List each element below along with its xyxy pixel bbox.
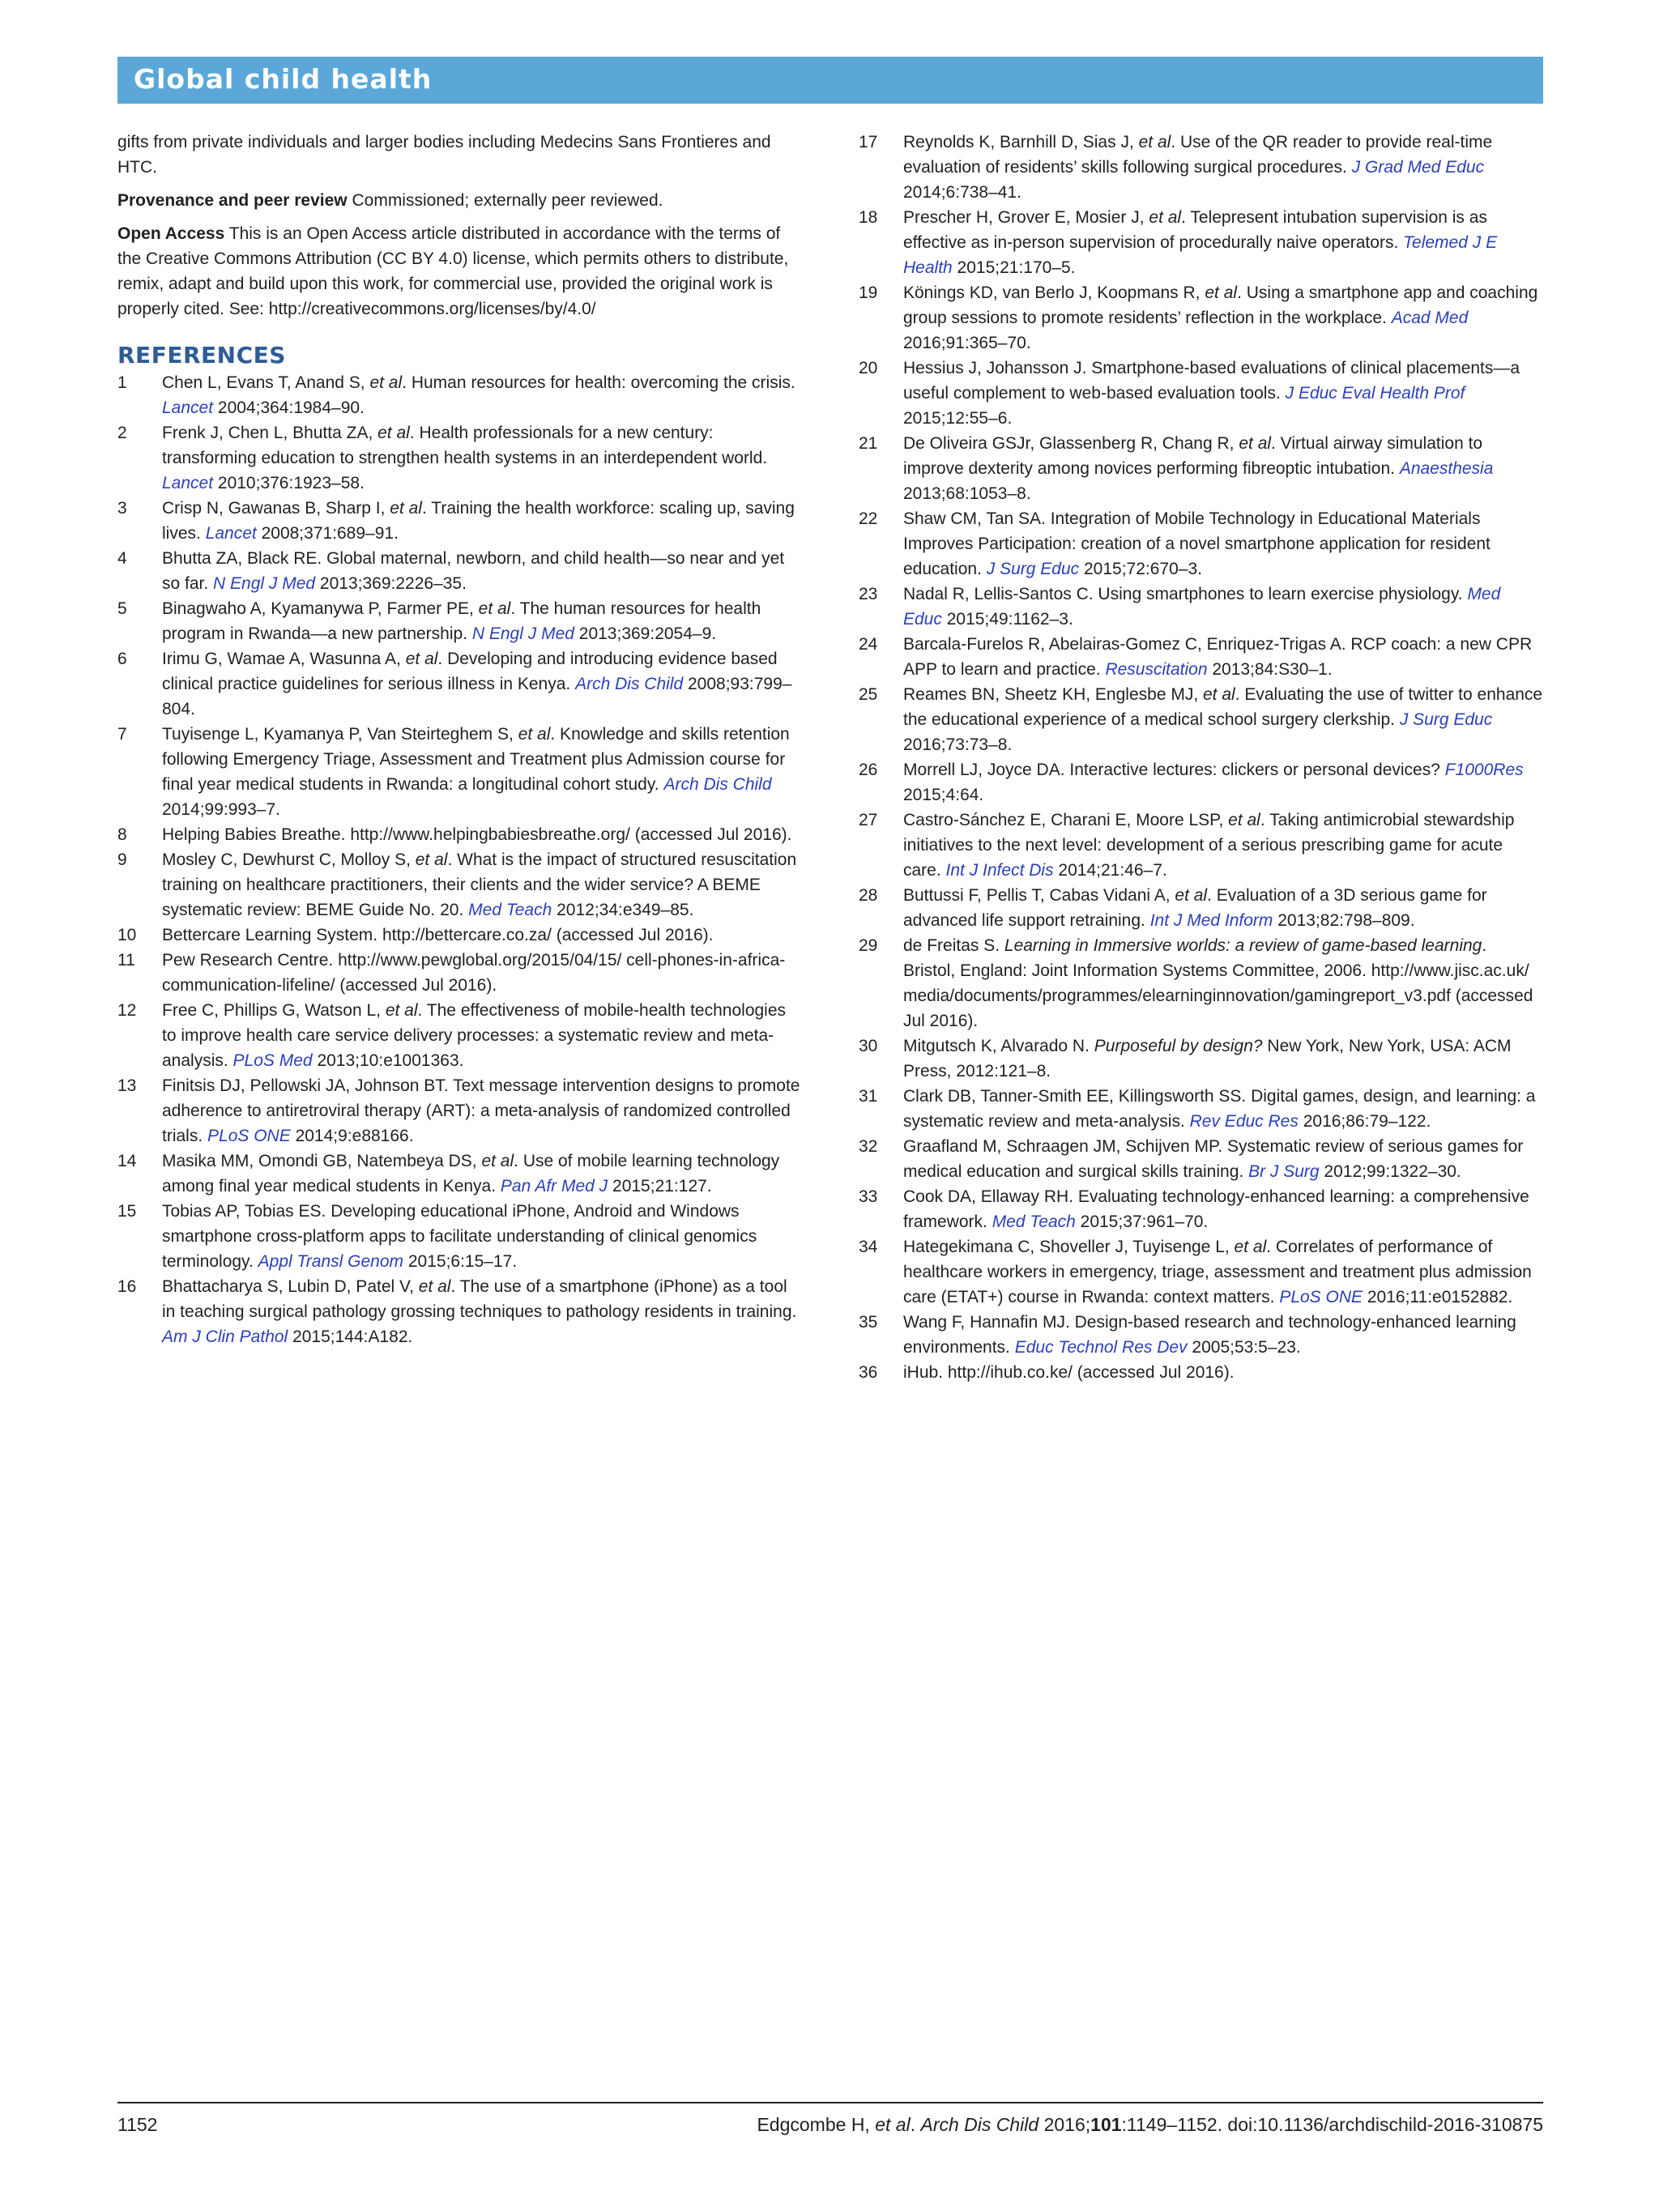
reference-text: et al <box>385 1001 418 1020</box>
reference-text: 2012;34:e349–85. <box>552 901 694 919</box>
reference-text: de Freitas S. <box>903 936 1004 955</box>
reference-text: 2013;369:2054–9. <box>574 624 717 643</box>
reference-text: Reynolds K, Barnhill D, Sias J, <box>903 133 1139 151</box>
reference-number: 19 <box>859 283 878 302</box>
reference-text: :1149–1152. doi:10.1136/archdischild-2016-310875 <box>1121 2114 1543 2135</box>
reference-item <box>859 757 1543 808</box>
references-list-left <box>117 370 802 1349</box>
reference-text: 2016;73:73–8. <box>903 735 1013 754</box>
reference-number: 13 <box>117 1076 137 1095</box>
reference-text: Nadal R, Lellis-Santos C. Using smartphones to learn exercise physiology. <box>903 585 1468 603</box>
reference-text: . What is the impact of structured resuscitation training on healthcare practitioners, their clients and the wider service? A BEME systematic review: BEME Guide No. 20. <box>162 850 797 919</box>
reference-text: 2008;371:689–91. <box>256 524 399 543</box>
reference-text: . Use of the QR reader to provide real-time evaluation of residents’ skills following surgical procedures. <box>903 133 1493 177</box>
provenance-text: Commissioned; externally peer reviewed. <box>347 191 663 210</box>
open-access-label: Open Access <box>117 224 225 243</box>
open-access-text: This is an Open Access article distributed in accordance with the terms of the Creative Commons Attribution (CC BY 4.0) license, which permits others to distribute, remix, adapt and build upon this work, for commercial use, provided the original work is properly cited. See: http://creativecommons.org/licenses/by/4.0/ <box>117 224 789 318</box>
reference-text: et al <box>1203 685 1235 704</box>
reference-number: 12 <box>117 1001 137 1020</box>
reference-item <box>117 1274 802 1349</box>
reference-text: 2015;144:A182. <box>288 1328 413 1346</box>
reference-text: 2013;82:798–809. <box>1273 911 1415 930</box>
reference-text: et al <box>369 373 403 392</box>
journal-link[interactable]: Int J Infect Dis <box>945 861 1054 880</box>
reference-item <box>859 1360 1543 1385</box>
reference-text: 2013;68:1053–8. <box>903 484 1031 503</box>
reference-text: 2008;93:799–804. <box>162 675 792 718</box>
reference-text: et al <box>1149 208 1182 227</box>
reference-text: . The human resources for health program in Rwanda—a new partnership. <box>162 599 761 643</box>
journal-link[interactable]: Lancet <box>205 524 257 543</box>
reference-number: 35 <box>859 1313 878 1332</box>
reference-text: 2015;6:15–17. <box>403 1252 518 1271</box>
reference-text: et al <box>415 850 448 869</box>
reference-number: 16 <box>117 1277 137 1296</box>
reference-number: 27 <box>859 811 878 829</box>
reference-text: . The effectiveness of mobile-health technologies to improve health care service delivery processes: a systematic review and meta-analysis. <box>162 1001 787 1070</box>
reference-text: et al <box>1234 1238 1267 1256</box>
reference-text: Bettercare Learning System. http://bettercare.co.za/ (accessed Jul 2016). <box>162 926 714 944</box>
reference-text: 2014;9:e88166. <box>290 1127 414 1145</box>
reference-text: Bhutta ZA, Black RE. Global maternal, newborn, and child health—so near and yet so far. <box>162 549 785 593</box>
reference-text: 2005;53:5–23. <box>1187 1338 1301 1357</box>
reference-number: 32 <box>859 1137 878 1156</box>
journal-link[interactable]: Lancet <box>162 474 214 492</box>
reference-text: . Developing and introducing evidence based clinical practice guidelines for serious illness in Kenya. <box>162 650 778 693</box>
reference-item <box>859 933 1543 1034</box>
reference-item <box>117 420 802 496</box>
reference-text: . Virtual airway simulation to improve dexterity among novices performing fibreoptic intubation. <box>903 434 1483 478</box>
reference-text: . The use of a smartphone (iPhone) as a tool in teaching surgical pathology grossing techniques to pathology residents in training. <box>162 1277 797 1321</box>
reference-item <box>859 1310 1543 1360</box>
reference-text: Arch Dis Child <box>920 2114 1039 2135</box>
reference-text: 2004;364:1984–90. <box>213 399 365 417</box>
provenance-label: Provenance and peer review <box>117 191 348 210</box>
reference-text: Pew Research Centre. http://www.pewglobal.org/2015/04/15/ cell-phones-in-africa-communication-lifeline/ (accessed Jul 2016). <box>162 951 786 995</box>
reference-text: Finitsis DJ, Pellowski JA, Johnson BT. Text message intervention designs to promote adherence to antiretroviral therapy (ART): a meta-analysis of randomized controlled trials. <box>162 1076 800 1145</box>
reference-number: 6 <box>117 650 127 668</box>
journal-link[interactable]: Appl Transl Genom <box>258 1252 404 1271</box>
right-column <box>859 130 1543 1385</box>
reference-item <box>859 506 1543 582</box>
reference-item <box>859 1134 1543 1184</box>
reference-item <box>117 948 802 998</box>
reference-text: 2013;369:2226–35. <box>315 574 467 593</box>
reference-text: 2014;6:738–41. <box>903 183 1021 202</box>
reference-item <box>117 370 802 420</box>
reference-number: 31 <box>859 1087 878 1106</box>
journal-link[interactable]: Resuscitation <box>1105 660 1208 679</box>
journal-link[interactable]: Med Teach <box>992 1213 1076 1231</box>
reference-text: Mosley C, Dewhurst C, Molloy S, <box>162 850 416 869</box>
journal-link[interactable]: Arch Dis Child <box>663 775 772 794</box>
journal-link[interactable]: J Educ Eval Health Prof <box>1285 384 1465 403</box>
reference-item <box>117 1199 802 1274</box>
reference-text: 101 <box>1090 2114 1122 2135</box>
reference-number: 4 <box>117 549 127 568</box>
reference-text: et al <box>377 424 410 442</box>
reference-text: et al <box>1138 133 1171 151</box>
reference-text: Binagwaho A, Kyamanywa P, Farmer PE, <box>162 599 479 618</box>
reference-text: . Using a smartphone app and coaching group sessions to promote residents’ reflection in the workplace. <box>903 283 1538 327</box>
references-heading: REFERENCES <box>117 342 286 369</box>
reference-text: New York, New York, USA: ACM Press, 2012:121–8. <box>903 1037 1512 1080</box>
reference-text: . Taking antimicrobial stewardship initiatives to the next level: development of a serious prescribing game for acute care. <box>903 811 1515 880</box>
journal-link[interactable]: Pan Afr Med J <box>500 1177 608 1196</box>
reference-text: et al <box>1175 886 1208 905</box>
reference-number: 15 <box>117 1202 137 1221</box>
reference-item <box>117 822 802 847</box>
reference-text: 2015;72:670–3. <box>1079 560 1202 578</box>
reference-text: . Bristol, England: Joint Information Systems Committee, 2006. http://www.jisc.ac.uk/ media/documents/programmes/elearninginnovation/gamingreport_v3.pdf (accessed Jul 2016). <box>903 936 1533 1030</box>
reference-item <box>117 923 802 948</box>
reference-text: De Oliveira GSJr, Glassenberg R, Chang R, <box>903 434 1239 453</box>
reference-text: 2015;21:170–5. <box>952 258 1076 277</box>
reference-number: 24 <box>859 635 878 654</box>
journal-link[interactable]: Anaesthesia <box>1399 459 1494 478</box>
reference-text: Shaw CM, Tan SA. Integration of Mobile Technology in Educational Materials Improves Participation: creation of a novel smartphone application for resident education. <box>903 509 1491 578</box>
journal-link[interactable]: J Surg Educ <box>1399 710 1493 729</box>
reference-number: 5 <box>117 599 127 618</box>
journal-link[interactable]: Med Educ <box>903 585 1501 629</box>
reference-text: et al <box>1205 283 1238 302</box>
reference-number: 9 <box>117 850 127 869</box>
reference-text: Crisp N, Gawanas B, Sharp I, <box>162 499 390 518</box>
reference-item <box>859 1184 1543 1234</box>
reference-number: 8 <box>117 825 127 844</box>
reference-text: Bhattacharya S, Lubin D, Patel V, <box>162 1277 419 1296</box>
reference-text: . Human resources for health: overcoming the crisis. <box>402 373 795 392</box>
reference-text: 2015;12:55–6. <box>903 409 1013 428</box>
reference-text: et al <box>478 599 511 618</box>
reference-text: 2012;99:1322–30. <box>1319 1162 1461 1181</box>
reference-number: 14 <box>117 1152 137 1170</box>
reference-text: . Evaluation of a 3D serious game for advanced life support retraining. <box>903 886 1487 930</box>
reference-item <box>117 722 802 822</box>
reference-item <box>859 883 1543 933</box>
reference-number: 17 <box>859 133 878 151</box>
journal-link[interactable]: Lancet <box>162 399 214 417</box>
provenance-statement <box>117 188 802 213</box>
journal-link[interactable]: J Surg Educ <box>986 560 1080 578</box>
reference-item <box>859 431 1543 506</box>
reference-number: 34 <box>859 1238 878 1256</box>
reference-item <box>859 682 1543 757</box>
journal-link[interactable]: Telemed J E Health <box>903 233 1498 277</box>
references-list-right <box>859 130 1543 1385</box>
left-column <box>117 130 802 1349</box>
journal-link[interactable]: Educ Technol Res Dev <box>1014 1338 1188 1357</box>
reference-text: 2016;91:365–70. <box>903 334 1031 352</box>
reference-number: 36 <box>859 1363 878 1382</box>
reference-item <box>859 808 1543 883</box>
reference-text: Castro-Sánchez E, Charani E, Moore LSP, <box>903 811 1229 829</box>
reference-text: 2016; <box>1038 2114 1091 2135</box>
reference-text: Barcala-Furelos R, Abelairas-Gomez C, Enriquez-Trigas A. RCP coach: a new CPR APP to learn and practice. <box>903 635 1533 679</box>
reference-text: 2015;37:961–70. <box>1075 1213 1209 1231</box>
journal-link[interactable]: Med Teach <box>468 901 552 919</box>
journal-link[interactable]: F1000Res <box>1444 761 1524 779</box>
journal-link[interactable]: PLoS ONE <box>207 1127 291 1145</box>
journal-link[interactable]: Rev Educ Res <box>1189 1112 1299 1131</box>
reference-number: 21 <box>859 434 878 453</box>
reference-number: 28 <box>859 886 878 905</box>
continued-text: gifts from private individuals and larger bodies including Medecins Sans Frontieres and HTC. <box>117 133 771 177</box>
reference-text: et al <box>481 1152 514 1170</box>
reference-item <box>859 632 1543 682</box>
reference-text: 2016;11:e0152882. <box>1363 1288 1513 1306</box>
reference-text: Tobias AP, Tobias ES. Developing educational iPhone, Android and Windows smartphone cross-platform apps to facilitate understanding of clinical genomics terminology. <box>162 1202 757 1271</box>
reference-text: 2015;49:1162–3. <box>941 610 1073 629</box>
reference-text: Masika MM, Omondi GB, Natembeya DS, <box>162 1152 482 1170</box>
reference-text: . Training the health workforce: scaling up, saving lives. <box>162 499 795 543</box>
reference-number: 11 <box>117 951 135 970</box>
reference-text: Könings KD, van Berlo J, Koopmans R, <box>903 283 1205 302</box>
reference-item <box>117 596 802 646</box>
reference-item <box>859 280 1543 356</box>
reference-text: . Correlates of performance of healthcare workers in emergency, triage, assessment and treatment plus admission care (ETAT+) course in Rwanda: context matters. <box>903 1238 1532 1306</box>
journal-link[interactable]: J Grad Med Educ <box>1351 158 1485 177</box>
reference-text: Wang F, Hannafin MJ. Design-based research and technology-enhanced learning environments. <box>903 1313 1516 1357</box>
reference-text: Morrell LJ, Joyce DA. Interactive lectures: clickers or personal devices? <box>903 761 1445 779</box>
journal-link[interactable]: PLoS Med <box>232 1051 313 1070</box>
journal-link[interactable]: Acad Med <box>1391 309 1469 327</box>
reference-text: Hessius J, Johansson J. Smartphone-based evaluations of clinical placements—a useful complement to web-based evaluation tools. <box>903 359 1520 403</box>
reference-text: Clark DB, Tanner-Smith EE, Killingsworth SS. Digital games, design, and learning: a systematic review and meta-analysis. <box>903 1087 1536 1131</box>
reference-item <box>117 546 802 596</box>
reference-text: Purposeful by design? <box>1094 1037 1263 1055</box>
journal-link[interactable]: PLoS ONE <box>1279 1288 1363 1306</box>
journal-link[interactable]: Arch Dis Child <box>575 675 684 693</box>
reference-text: et al <box>418 1277 451 1296</box>
footer-citation <box>757 2114 1543 2136</box>
open-access-statement <box>117 221 802 322</box>
reference-text: Free C, Phillips G, Watson L, <box>162 1001 386 1020</box>
reference-text: Chen L, Evans T, Anand S, <box>162 373 370 392</box>
reference-number: 10 <box>117 926 137 944</box>
reference-text: Frenk J, Chen L, Bhutta ZA, <box>162 424 378 442</box>
reference-text: et al <box>1228 811 1260 829</box>
reference-text: . Telepresent intubation supervision is as effective as in-person supervision of procedurally naive operators. <box>903 208 1487 252</box>
page-number: 1152 <box>117 2114 158 2135</box>
reference-text: Helping Babies Breathe. http://www.helpingbabiesbreathe.org/ (accessed Jul 2016). <box>162 825 792 844</box>
reference-number: 33 <box>859 1187 878 1206</box>
reference-text: Edgcombe H, <box>757 2114 876 2135</box>
reference-text: et al <box>405 650 438 668</box>
reference-text: Hategekimana C, Shoveller J, Tuyisenge L, <box>903 1238 1235 1256</box>
reference-number: 20 <box>859 359 878 377</box>
reference-text: Irimu G, Wamae A, Wasunna A, <box>162 650 406 668</box>
reference-text: Graafland M, Schraagen JM, Schijven MP. Systematic review of serious games for medical education and surgical skills training. <box>903 1137 1524 1181</box>
reference-text: . Evaluating the use of twitter to enhance the educational experience of a medical school surgery clerkship. <box>903 685 1543 729</box>
reference-text: . Use of mobile learning technology among final year medical students in Kenya. <box>162 1152 780 1196</box>
reference-text: 2015;4:64. <box>903 786 984 804</box>
reference-number: 22 <box>859 509 878 528</box>
reference-item <box>859 582 1543 632</box>
reference-item <box>859 205 1543 280</box>
reference-number: 25 <box>859 685 878 704</box>
reference-item <box>859 356 1543 431</box>
journal-link[interactable]: N Engl J Med <box>471 624 574 643</box>
journal-link[interactable]: Br J Surg <box>1248 1162 1320 1181</box>
reference-text: et al <box>390 499 422 518</box>
reference-text: . Health professionals for a new century: transforming education to strengthen health systems in an interdependent world. <box>162 424 768 467</box>
reference-number: 1 <box>117 373 127 392</box>
footer-divider <box>117 2102 1543 2103</box>
reference-number: 7 <box>117 725 127 744</box>
reference-text: Cook DA, Ellaway RH. Evaluating technology-enhanced learning: a comprehensive framework. <box>903 1187 1529 1231</box>
reference-item <box>859 1034 1543 1084</box>
journal-link[interactable]: N Engl J Med <box>213 574 316 593</box>
reference-text: et al <box>1239 434 1272 453</box>
reference-text: et al <box>875 2114 911 2135</box>
journal-link[interactable]: Am J Clin Pathol <box>162 1328 288 1346</box>
reference-text: Learning in Immersive worlds: a review of game-based learning <box>1004 936 1482 955</box>
reference-text: 2013;84:S30–1. <box>1207 660 1333 679</box>
reference-item <box>859 130 1543 205</box>
reference-text: iHub. http://ihub.co.ke/ (accessed Jul 2016). <box>903 1363 1235 1382</box>
reference-text: Reames BN, Sheetz KH, Englesbe MJ, <box>903 685 1203 704</box>
reference-text: et al <box>518 725 551 744</box>
reference-item <box>117 496 802 546</box>
reference-text: Tuyisenge L, Kyamanya P, Van Steirteghem S, <box>162 725 518 744</box>
reference-item <box>859 1234 1543 1310</box>
reference-number: 26 <box>859 761 878 779</box>
reference-item <box>117 1073 802 1149</box>
reference-number: 30 <box>859 1037 878 1055</box>
reference-text: 2015;21:127. <box>608 1177 712 1196</box>
reference-number: 18 <box>859 208 878 227</box>
reference-text: 2016;86:79–122. <box>1298 1112 1431 1131</box>
reference-number: 3 <box>117 499 127 518</box>
reference-item <box>117 998 802 1073</box>
reference-item <box>117 1149 802 1199</box>
journal-link[interactable]: Int J Med Inform <box>1149 911 1273 930</box>
reference-text: 2014;21:46–7. <box>1053 861 1167 880</box>
reference-item <box>859 1084 1543 1134</box>
section-banner <box>117 57 1543 104</box>
reference-item <box>117 646 802 722</box>
reference-number: 23 <box>859 585 878 603</box>
reference-text: 2010;376:1923–58. <box>213 474 365 492</box>
reference-number: 2 <box>117 424 127 442</box>
section-title: Global child health <box>134 63 433 95</box>
reference-text: . Knowledge and skills retention following Emergency Triage, Assessment and Treatment plus Admission course for final year medical students in Rwanda: a longitudinal cohort study. <box>162 725 790 794</box>
reference-number: 29 <box>859 936 878 955</box>
reference-item <box>117 847 802 923</box>
reference-text: 2013;10:e1001363. <box>312 1051 464 1070</box>
reference-text: Prescher H, Grover E, Mosier J, <box>903 208 1149 227</box>
reference-text: 2014;99:993–7. <box>162 800 280 819</box>
reference-text: . <box>910 2114 921 2135</box>
reference-text: Buttussi F, Pellis T, Cabas Vidani A, <box>903 886 1175 905</box>
reference-text: Mitgutsch K, Alvarado N. <box>903 1037 1094 1055</box>
